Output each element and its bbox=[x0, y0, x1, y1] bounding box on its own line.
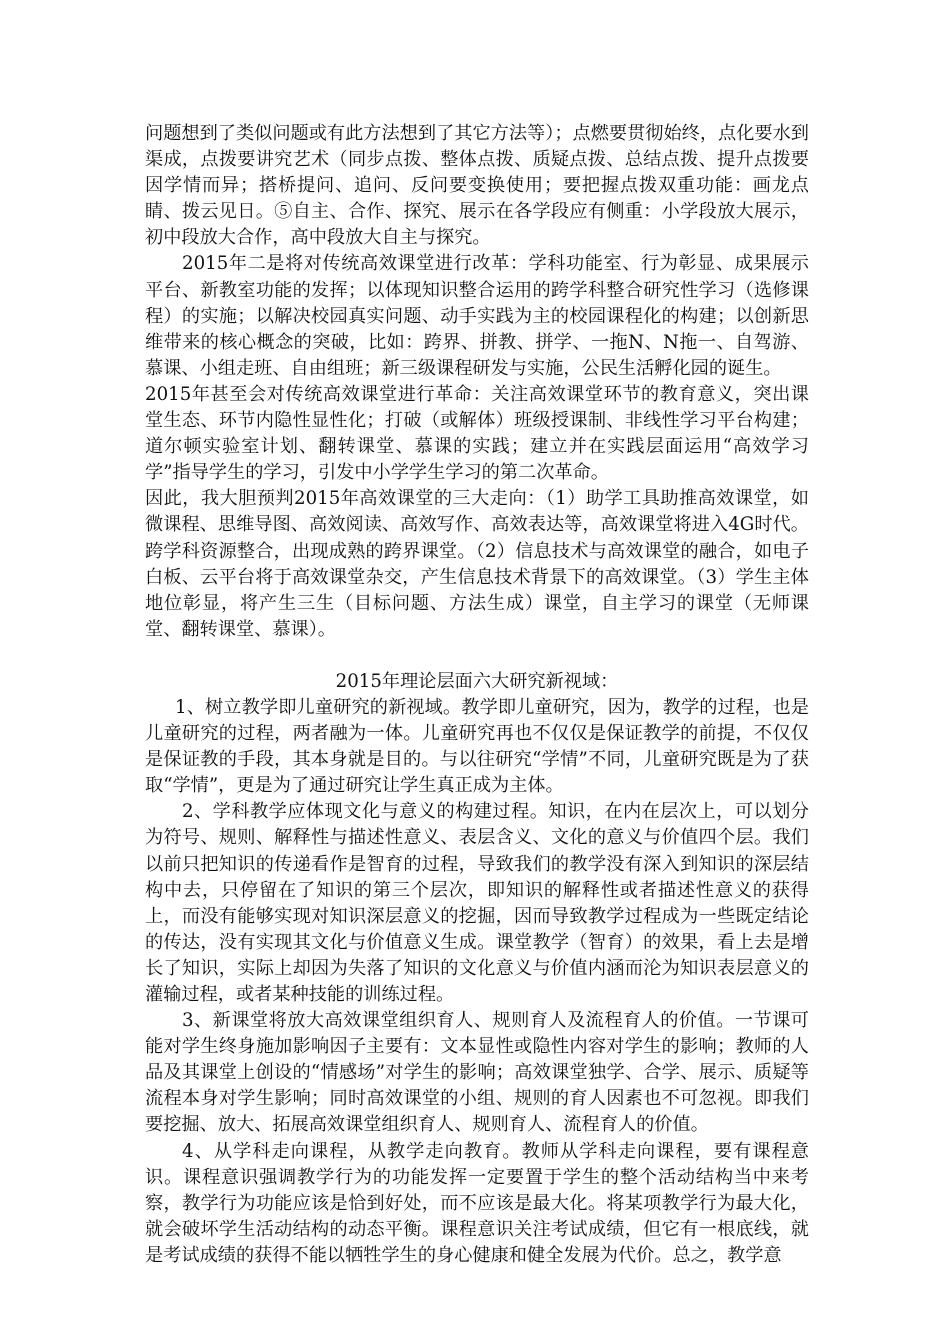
paragraph-revolution: 2015年甚至会对传统高效课堂进行革命：关注高效课堂环节的教育意义，突出课堂生态、环节内隐性显性化；打破（或解体）班级授课制、非线性学习平台构建；道尔顿实验室计划、翻转课堂、慕课的实践；建立并在实践层面运用“高效学习学”指导学生的学习，引发中小学学生学习的第二次革命。 bbox=[145, 383, 809, 484]
section-item-3: 3、新课堂将放大高效课堂组织育人、规则育人及流程育人的价值。一节课可能对学生终身施加影响因子主要有：文本显性或隐性内容对学生的影响；教师的人品及其课堂上创设的“情感场”对学生的影响；高效课堂独学、合学、展示、质疑等流程本身对学生影响；同时高效课堂的小组、规则的育人因素也不可忽视。即我们要挖掘、放大、拓展高效课堂组织育人、规则育人、流程育人的价值。 bbox=[145, 1010, 809, 1136]
paragraph-continuation: 问题想到了类似问题或有此方法想到了其它方法等）；点燃要贯彻始终，点化要水到渠成，点拨要讲究艺术（同步点拨、整体点拨、质疑点拨、总结点拨、提升点拨要因学情而异；搭桥提问、追问、反问要变换使用；要把握点拨双重功能：画龙点睛、拨云见日。⑤自主、合作、探究、展示在各学段应有侧重：小学段放大展示，初中段放大合作，高中段放大自主与探究。 bbox=[145, 123, 809, 249]
section-item-4: 4、从学科走向课程，从教学走向教育。教师从学科走向课程，要有课程意识。课程意识强调教学行为的功能发挥一定要置于学生的整个活动结构当中来考察，教学行为功能应该是恰到好处，而不应该是最大化。将某项教学行为最大化，就会破坏学生活动结构的动态平衡。课程意识关注考试成绩，但它有一根底线，就是考试成绩的获得不能以牺牲学生的身心健康和健全发展为代价。总之，教学意 bbox=[145, 1140, 809, 1266]
section-heading: 2015年理论层面六大研究新视域： bbox=[335, 670, 619, 692]
paragraph-three-trends: 因此，我大胆预判2015年高效课堂的三大走向：（1）助学工具助推高效课堂，如微课程、思维导图、高效阅读、高效写作、高效表达等，高效课堂将进入4G时代。跨学科资源整合，出现成熟的跨界课堂。（2）信息技术与高效课堂的融合，如电子白板、云平台将于高效课堂杂交，产生信息技术背景下的高效课堂。（3）学生主体地位彰显，将产生三生（目标问题、方法生成）课堂，自主学习的课堂（无师课堂、翻转课堂、慕课）。 bbox=[145, 488, 809, 640]
document-page bbox=[145, 121, 809, 1269]
paragraph-reform: 2015年二是将对传统高效课堂进行改革：学科功能室、行为彰显、成果展示平台、新教室功能的发挥；以体现知识整合运用的跨学科整合研究性学习（选修课程）的实施；以解决校园真实问题、动手实践为主的校园课程化的构建；以创新思维带来的核心概念的突破，比如：跨界、拼教、拼学、一拖N、N拖一、自驾游、慕课、小组走班、自由组班；新三级课程研发与实施，公民生活孵化园的诞生。 bbox=[145, 253, 809, 379]
section-item-2: 2、学科教学应体现文化与意义的构建过程。知识，在内在层次上，可以划分为符号、规则、解释性与描述性意义、表层含义、文化的意义与价值四个层。我们以前只把知识的传递看作是智育的过程，导致我们的教学没有深入到知识的深层结构中去，只停留在了知识的第三个层次，即知识的解释性或者描述性意义的获得上，而没有能够实现对知识深层意义的挖掘，因而导致教学过程成为一些既定结论的传达，没有实现其文化与价值意义生成。课堂教学（智育）的效果，看上去是增长了知识，实际上却因为失落了知识的文化意义与价值内涵而沦为知识表层意义的灌输过程，或者某种技能的训练过程。 bbox=[145, 801, 809, 1005]
section-item-1: 1、树立教学即儿童研究的新视域。教学即儿童研究，因为，教学的过程，也是儿童研究的过程，两者融为一体。儿童研究再也不仅仅是保证教学的前提，不仅仅是保证教的手段，其本身就是目的。与以往研究“学情”不同，儿童研究既是为了获取“学情”，更是为了通过研究让学生真正成为主体。 bbox=[145, 696, 809, 797]
